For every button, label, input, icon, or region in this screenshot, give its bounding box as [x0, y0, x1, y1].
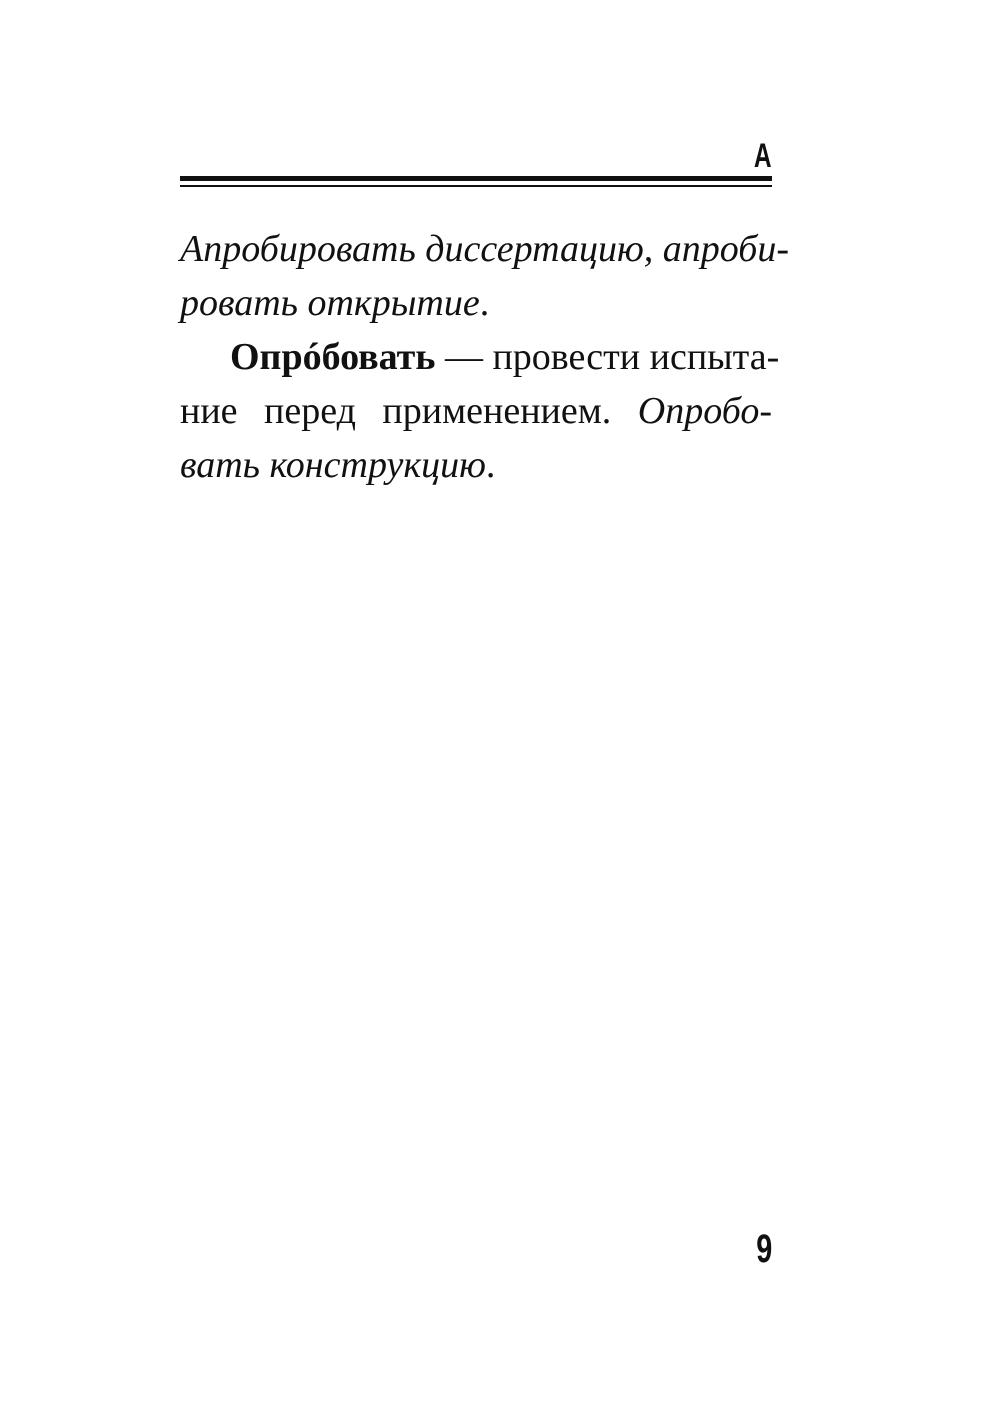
definition-line [180, 384, 772, 438]
section-letter: А [754, 137, 772, 175]
definition-line [180, 438, 772, 492]
example-italic: ровать открытие [180, 282, 480, 324]
definition-line [180, 330, 780, 384]
definition-text: ние перед применением. [180, 390, 638, 432]
example-punct: . [485, 444, 496, 486]
example-italic: вать конструкцию [180, 444, 486, 486]
example-line [180, 276, 772, 330]
definition-paragraph [180, 330, 780, 492]
example-punct: . [479, 282, 490, 324]
example-line: Апробировать диссертацию, апроби- [180, 228, 790, 270]
entry-text [180, 222, 790, 492]
example-italic: Опробо- [637, 390, 772, 432]
header-rule-thick [180, 176, 772, 181]
page-number: 9 [755, 1227, 772, 1271]
headword: Опрóбовать [230, 336, 436, 378]
definition-text: — провести испыта- [435, 336, 780, 378]
example-paragraph [180, 222, 790, 330]
header-rule-thin [180, 185, 772, 187]
